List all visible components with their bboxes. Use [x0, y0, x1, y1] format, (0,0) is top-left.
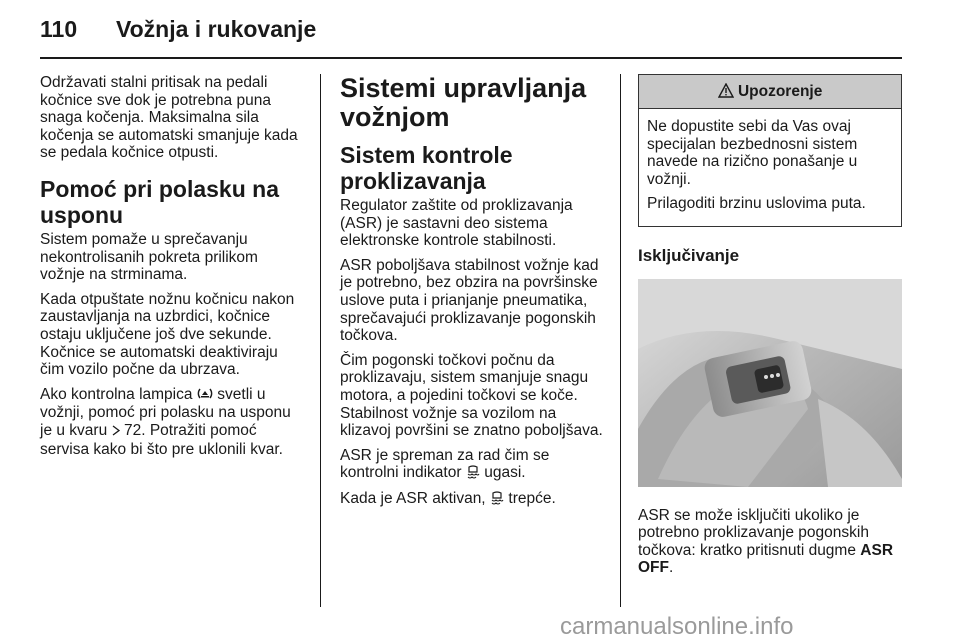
warning-header: [639, 75, 901, 109]
asr-off-button-photo: [638, 279, 902, 487]
asr-paragraph-5: [340, 490, 604, 509]
hill-paragraph-3: [40, 386, 304, 458]
asr-p5-text-a: Kada je ASR aktivan,: [340, 489, 486, 507]
traction-control-indicator-icon: [490, 491, 508, 507]
column-2: [340, 74, 604, 516]
switch-off-text-b: .: [669, 559, 674, 577]
asr-paragraph-4: [340, 447, 604, 483]
warning-triangle-icon: [718, 83, 738, 100]
hill-p3-page-ref[interactable]: 72: [123, 421, 142, 439]
column-1: [40, 74, 304, 465]
asr-paragraph-2: ASR poboljšava stabilnost vožnje kad je potrebno, bez obzira na površinske uslove puta i prianjanje pneumatika, sprečavajući proklizavanje pogonskih točkova.: [340, 256, 599, 345]
intro-paragraph: Održavati stalni pritisak na pedali kočnice sve dok je potrebna puna snaga kočenja. Maksimalna sila kočenja se automatski smanjuje kada se pedala kočnice otpusti.: [40, 74, 298, 162]
column-divider-2: [620, 74, 621, 607]
watermark: carmanualsonline.info: [560, 613, 794, 640]
hill-paragraph-1: Sistem pomaže u sprečavanju nekontrolisanih pokreta prilikom vožnje na strminama.: [40, 230, 258, 284]
hill-warning-lamp-icon: [197, 387, 217, 403]
asr-paragraph-3: Čim pogonski točkovi počnu da proklizavaju, sistem smanjuje snagu motora, a pojedini točkovi se koče. Stabilnost vožnje sa vozilom na klizavoj površini se znatno poboljšava.: [340, 351, 603, 440]
column-3: [638, 74, 902, 584]
traction-control-indicator-icon: [466, 465, 484, 481]
warning-paragraph-1: Ne dopustite sebi da Vas ovaj specijalan bezbednosni sistem navede na rizično ponašanje u vožnji.: [647, 118, 858, 188]
driving-systems-heading: Sistemi upravljanja vožnjom: [340, 73, 587, 132]
asr-p4-text-a: ASR je spreman za rad čim se kontrolni indikator: [340, 446, 550, 482]
hill-p3-text-a: Ako kontrolna lampica: [40, 385, 193, 403]
warning-paragraph-2: Prilagoditi brzinu uslovima puta.: [647, 195, 866, 213]
asr-paragraph-1: Regulator zaštite od proklizavanja (ASR) je sastavni deo sistema elektronske kontrole stabilnosti.: [340, 197, 573, 250]
hill-p3-text-c: . Potražiti pomoć servisa kako bi što pre uklonili kvar.: [40, 421, 283, 458]
chapter-title: Vožnja i rukovanje: [116, 16, 317, 42]
asr-p4-text-b: ugasi.: [484, 464, 526, 482]
asr-off-keyword: ASR OFF: [638, 541, 894, 577]
traction-control-heading: Sistem kontrole proklizavanja: [340, 142, 513, 194]
header-rule: [40, 57, 902, 59]
page-number: 110: [40, 16, 78, 42]
warning-title: Upozorenje: [737, 83, 823, 100]
hill-start-heading: Pomoć pri polasku na usponu: [40, 175, 279, 228]
warning-box: [638, 74, 902, 227]
switch-off-paragraph: [638, 507, 902, 577]
hill-p3-text-b: svetli u vožnji, pomoć pri polasku na usponu je u kvaru: [40, 385, 291, 439]
hill-paragraph-2: Kada otpuštate nožnu kočnicu nakon zaustavljanja na uzbrdici, kočnice ostaju uključene još dve sekunde. Kočnice se automatski deaktiviraju čim vozilo počne da ubrzava.: [40, 290, 295, 379]
switching-off-heading: Isključivanje: [638, 245, 740, 265]
ref-arrow-icon: [112, 423, 124, 439]
column-divider-1: [320, 74, 321, 607]
warning-body: [639, 109, 901, 226]
asr-p5-text-b: trepće.: [508, 489, 556, 507]
switch-off-text-a: ASR se može isključiti ukoliko je potrebno proklizavanje pogonskih točkova: kratko pritisnuti dugme: [638, 506, 869, 559]
